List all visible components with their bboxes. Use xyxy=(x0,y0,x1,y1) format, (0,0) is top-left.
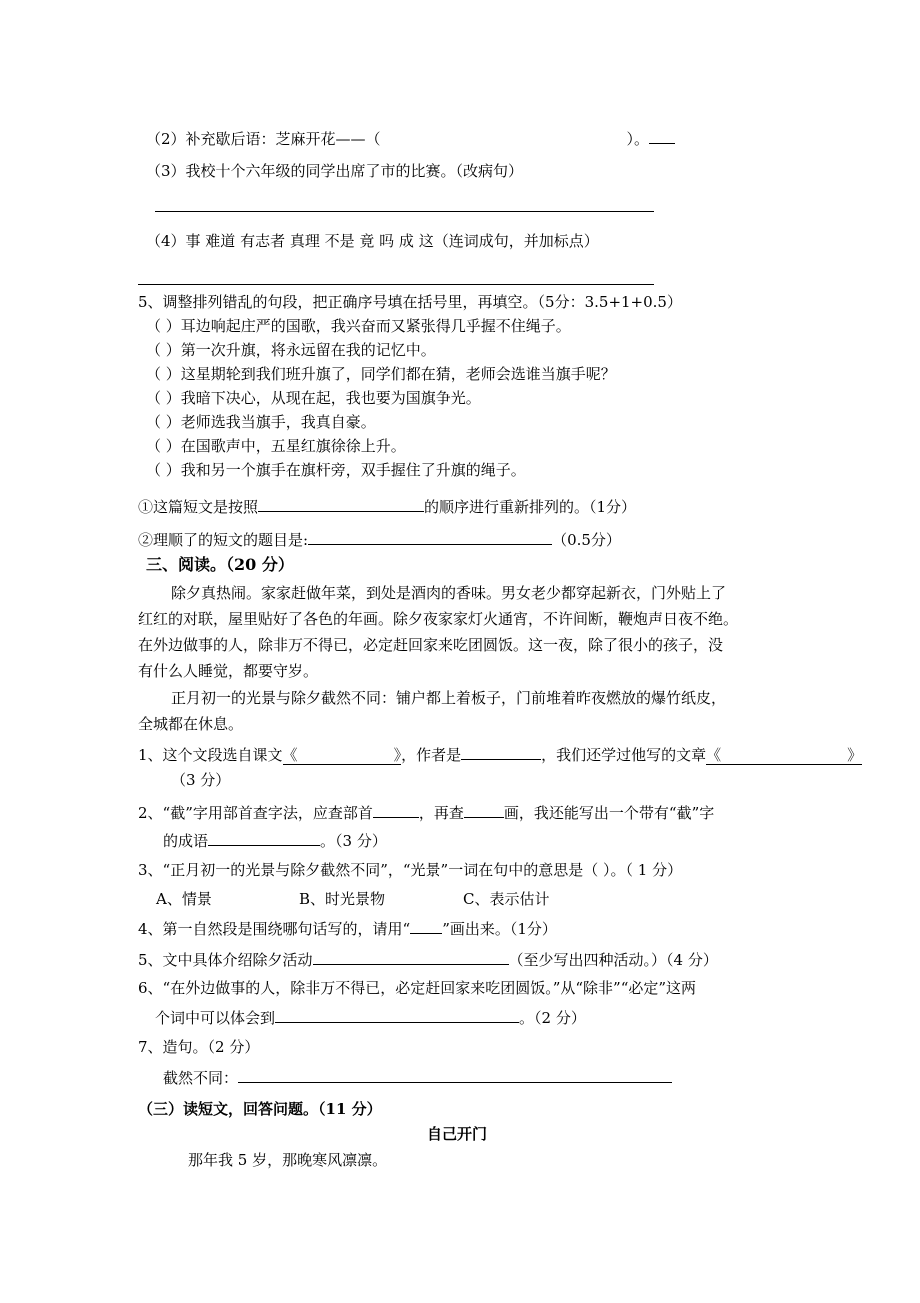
s5-item: （ ）在国歌声中，五星红旗徐徐上升。 xyxy=(146,437,406,455)
passage-line: 有什么人睡觉，都要守岁。 xyxy=(138,662,319,680)
r7-blank[interactable] xyxy=(238,1067,672,1083)
r1-line: 1、这个文段选自课文《 》，作者是 ，我们还学过他写的文章《 》 xyxy=(138,746,863,764)
s5-item: （ ）第一次升旗，将永远留在我的记忆中。 xyxy=(146,341,436,359)
r2-blank-idiom[interactable] xyxy=(208,830,320,846)
r2-line2: 的成语 。（3 分） xyxy=(163,832,387,850)
r1-blank-title[interactable]: 《 》 xyxy=(282,746,402,764)
story-first-line: 那年我 5 岁，那晚寒风凛凛。 xyxy=(188,1151,388,1169)
s5-item: （ ）耳边响起庄严的国歌，我兴奋而又紧张得几乎握不住绳子。 xyxy=(146,317,571,335)
r6-line2: 个词中可以体会到 。（2 分） xyxy=(155,1009,586,1027)
s5-q2: ②理顺了的短文的题目是: （0.5分） xyxy=(138,531,621,549)
r1-blank-other-article[interactable]: 《 》 xyxy=(706,746,863,764)
passage-line: 除夕真热闹。家家赶做年菜，到处是酒肉的香味。男女老少都穿起新衣，门外贴上了 xyxy=(171,584,727,602)
s5-item: （ ）老师选我当旗手，我真自豪。 xyxy=(146,413,376,431)
s5-q2-blank[interactable] xyxy=(308,529,552,545)
q3-answer-line[interactable] xyxy=(155,211,654,212)
q2-line xyxy=(146,128,675,149)
q2-answer-blank[interactable] xyxy=(649,128,675,144)
section-c-title: （三）读短文，回答问题。（11 分） xyxy=(138,1100,382,1118)
r4-line: 4、第一自然段是围绕哪句话写的，请用“ ”画出来。（1分） xyxy=(138,920,557,938)
passage-line: 红红的对联，屋里贴好了各色的年画。除夕夜家家灯火通宵，不许间断，鞭炮声日夜不绝。 xyxy=(138,610,739,628)
r6-text: 6、“在外边做事的人，除非万不得已，必定赶回家来吃团圆饭。”从“除非”“必定”这两 xyxy=(138,979,697,997)
passage-line: 全城都在休息。 xyxy=(138,715,244,733)
section-3-title: 三、阅读。（20 分） xyxy=(146,555,294,574)
passage-line: 正月初一的光景与除夕截然不同：铺户都上着板子，门前堆着昨夜燃放的爆竹纸皮， xyxy=(171,689,727,707)
r7-text: 7、造句。（2 分） xyxy=(138,1038,260,1056)
r1-blank-author[interactable] xyxy=(461,744,541,760)
story-title: 自己开门 xyxy=(427,1125,488,1143)
s5-q1-blank[interactable] xyxy=(258,496,424,512)
s5-item: （ ）我暗下决心，从现在起，我也要为国旗争光。 xyxy=(146,389,481,407)
r2-blank-strokes[interactable] xyxy=(464,802,504,818)
q4-text: （4）事 难道 有志者 真理 不是 竟 吗 成 这（连词成句，并加标点） xyxy=(146,232,599,250)
q4-answer-line[interactable] xyxy=(138,284,654,285)
r3-option-a[interactable]: A、情景 xyxy=(156,890,212,908)
passage-line: 在外边做事的人，除非万不得已，必定赶回家来吃团圆饭。这一夜，除了很小的孩子，没 xyxy=(138,636,724,654)
r1-score: （3 分） xyxy=(171,771,231,789)
s5-q1: ①这篇短文是按照 的顺序进行重新排列的。（1分） xyxy=(138,498,637,516)
r2-blank-radical[interactable] xyxy=(373,802,419,818)
r7-line: 截然不同： xyxy=(163,1067,672,1088)
q2-end: ）。 xyxy=(626,130,650,148)
r3-text: 3、“正月初一的光景与除夕截然不同”，“光景”一词在句中的意思是（ ）。（ 1 分） xyxy=(138,861,683,879)
q3-text: （3）我校十个六年级的同学出席了市的比赛。（改病句） xyxy=(146,162,524,180)
s5-title: 5、调整排列错乱的句段，把正确序号填在括号里，再填空。（5分：3.5+1+0.5） xyxy=(138,293,682,311)
r3-option-b[interactable]: B、时光景物 xyxy=(299,890,386,908)
r2-line: 2、“截”字用部首查字法，应查部首 ，再查 画，我还能写出一个带有“截”字 xyxy=(138,804,715,822)
r6-blank[interactable] xyxy=(275,1007,519,1023)
r5-line: 5、文中具体介绍除夕活动 （至少写出四种活动。）（4 分） xyxy=(138,951,718,969)
q2-text: （2）补充歇后语：芝麻开花——（ xyxy=(146,130,381,148)
s5-item: （ ）我和另一个旗手在旗杆旁，双手握住了升旗的绳子。 xyxy=(146,461,526,479)
r3-option-c[interactable]: C、表示估计 xyxy=(463,890,550,908)
r4-underline-sample xyxy=(410,918,442,934)
r5-blank[interactable] xyxy=(313,949,509,965)
s5-item: （ ）这星期轮到我们班升旗了，同学们都在猜，老师会选谁当旗手呢？ xyxy=(146,365,616,383)
